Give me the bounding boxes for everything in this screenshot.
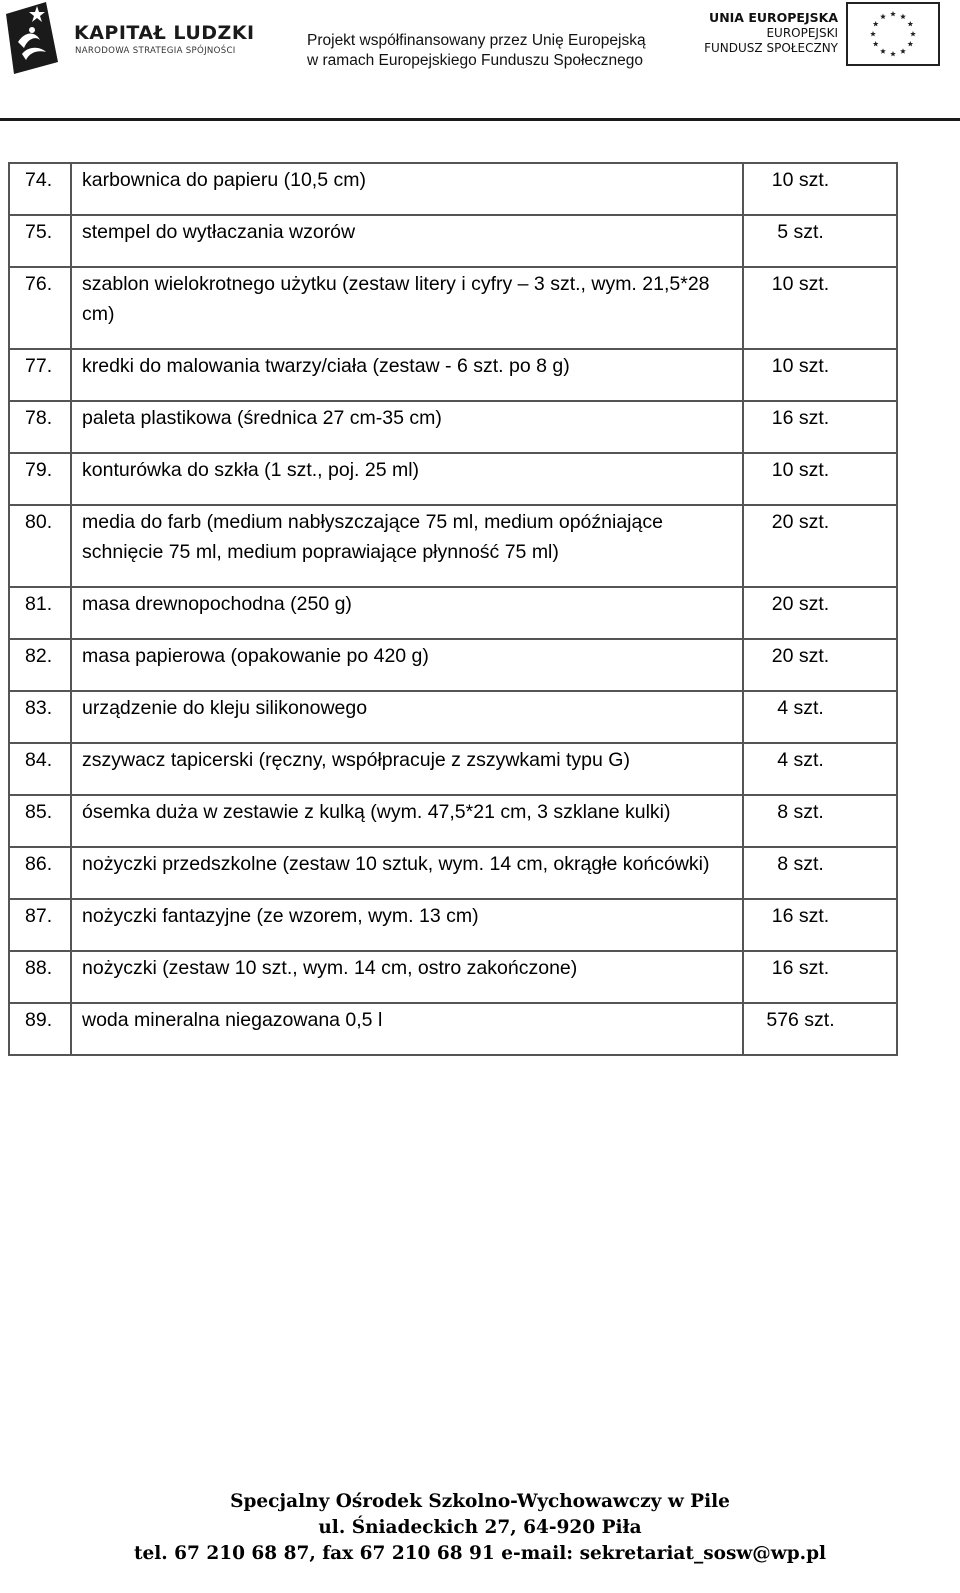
table-row <box>9 743 897 795</box>
item-number: 81. <box>9 587 71 639</box>
item-number: 76. <box>9 267 71 349</box>
page-header <box>0 0 960 124</box>
item-quantity: 10 szt. <box>743 349 897 401</box>
table-row <box>9 453 897 505</box>
table-row <box>9 639 897 691</box>
item-quantity: 16 szt. <box>743 401 897 453</box>
item-description: konturówka do szkła (1 szt., poj. 25 ml) <box>71 453 743 505</box>
table-row <box>9 163 897 215</box>
item-quantity: 576 szt. <box>743 1003 897 1055</box>
eu-label-line-1: UNIA EUROPEJSKA <box>709 10 838 25</box>
table-row <box>9 267 897 349</box>
items-table <box>8 162 898 1056</box>
table-row <box>9 1003 897 1055</box>
item-number: 79. <box>9 453 71 505</box>
item-number: 89. <box>9 1003 71 1055</box>
header-divider <box>0 118 960 121</box>
project-note-line-1: Projekt współfinansowany przez Unię Europejską <box>307 32 646 49</box>
item-description: media do farb (medium nabłyszczające 75 ml, medium opóźniające schnięcie 75 ml, medium poprawiające płynność 75 ml) <box>71 505 743 587</box>
item-number: 77. <box>9 349 71 401</box>
item-number: 78. <box>9 401 71 453</box>
item-number: 88. <box>9 951 71 1003</box>
table-row <box>9 899 897 951</box>
eu-label-line-2: EUROPEJSKI <box>766 26 838 40</box>
item-quantity: 16 szt. <box>743 951 897 1003</box>
item-quantity: 4 szt. <box>743 691 897 743</box>
item-number: 86. <box>9 847 71 899</box>
eu-flag-icon <box>846 2 940 66</box>
item-description: kredki do malowania twarzy/ciała (zestaw - 6 szt. po 8 g) <box>71 349 743 401</box>
table-row <box>9 215 897 267</box>
item-description: nożyczki (zestaw 10 szt., wym. 14 cm, ostro zakończone) <box>71 951 743 1003</box>
item-description: nożyczki przedszkolne (zestaw 10 sztuk, wym. 14 cm, okrągłe końcówki) <box>71 847 743 899</box>
item-number: 80. <box>9 505 71 587</box>
table-row <box>9 847 897 899</box>
footer-address: ul. Śniadeckich 27, 64-920 Piła <box>318 1517 642 1538</box>
item-number: 82. <box>9 639 71 691</box>
item-description: ósemka duża w zestawie z kulką (wym. 47,5*21 cm, 3 szklane kulki) <box>71 795 743 847</box>
table-row <box>9 401 897 453</box>
item-number: 75. <box>9 215 71 267</box>
item-quantity: 8 szt. <box>743 847 897 899</box>
item-description: urządzenie do kleju silikonowego <box>71 691 743 743</box>
item-number: 85. <box>9 795 71 847</box>
item-number: 84. <box>9 743 71 795</box>
item-quantity: 4 szt. <box>743 743 897 795</box>
page-footer <box>0 1489 960 1567</box>
item-quantity: 20 szt. <box>743 639 897 691</box>
footer-institution: Specjalny Ośrodek Szkolno-Wychowawczy w Pile <box>230 1491 730 1512</box>
item-description: masa drewnopochodna (250 g) <box>71 587 743 639</box>
table-row <box>9 691 897 743</box>
item-description: karbownica do papieru (10,5 cm) <box>71 163 743 215</box>
item-quantity: 5 szt. <box>743 215 897 267</box>
table-row <box>9 795 897 847</box>
item-description: paleta plastikowa (średnica 27 cm-35 cm) <box>71 401 743 453</box>
item-description: nożyczki fantazyjne (ze wzorem, wym. 13 cm) <box>71 899 743 951</box>
item-quantity: 20 szt. <box>743 587 897 639</box>
item-description: masa papierowa (opakowanie po 420 g) <box>71 639 743 691</box>
eu-label-line-3: FUNDUSZ SPOŁECZNY <box>704 41 838 55</box>
kapital-ludzki-logo-icon <box>6 2 62 74</box>
item-number: 74. <box>9 163 71 215</box>
footer-contact: tel. 67 210 68 87, fax 67 210 68 91 e-mail: sekretariat_sosw@wp.pl <box>133 1543 827 1564</box>
logo-subtitle: NARODOWA STRATEGIA SPÓJNOŚCI <box>75 46 236 56</box>
item-number: 87. <box>9 899 71 951</box>
item-quantity: 16 szt. <box>743 899 897 951</box>
item-description: stempel do wytłaczania wzorów <box>71 215 743 267</box>
project-note-line-2: w ramach Europejskiego Funduszu Społecznego <box>307 52 644 69</box>
project-note <box>307 31 646 71</box>
table-row <box>9 587 897 639</box>
item-description: szablon wielokrotnego użytku (zestaw litery i cyfry – 3 szt., wym. 21,5*28 cm) <box>71 267 743 349</box>
item-number: 83. <box>9 691 71 743</box>
table-row <box>9 951 897 1003</box>
item-quantity: 20 szt. <box>743 505 897 587</box>
item-quantity: 10 szt. <box>743 267 897 349</box>
item-quantity: 10 szt. <box>743 163 897 215</box>
table-row <box>9 349 897 401</box>
table-row <box>9 505 897 587</box>
item-quantity: 10 szt. <box>743 453 897 505</box>
item-quantity: 8 szt. <box>743 795 897 847</box>
item-description: woda mineralna niegazowana 0,5 l <box>71 1003 743 1055</box>
logo-name: KAPITAŁ LUDZKI <box>74 22 255 44</box>
item-description: zszywacz tapicerski (ręczny, współpracuje z zszywkami typu G) <box>71 743 743 795</box>
eu-label <box>700 10 838 56</box>
